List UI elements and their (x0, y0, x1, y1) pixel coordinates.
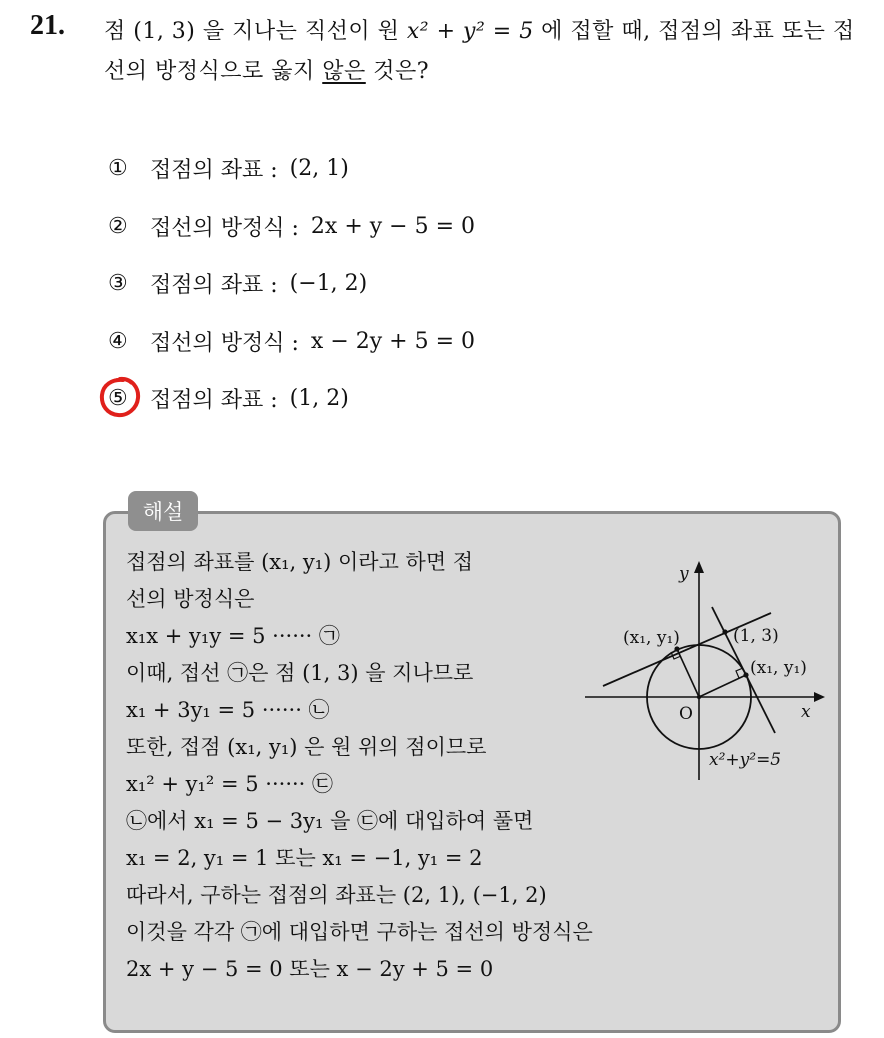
solution-line: x₁² + y₁² = 5 ······ ㉢ (126, 772, 334, 796)
solution-line: x₁ + 3y₁ = 5 ······ ㉡ (126, 698, 330, 722)
choice-label: 접점의 좌표 : (150, 273, 278, 299)
choice-mark: ③ (108, 271, 128, 297)
point-label-right: (x₁, y₁) (750, 658, 807, 678)
question-text-before: 점 (1, 3) 을 지나는 직선이 원 (104, 19, 407, 44)
question-number: 21. (30, 10, 65, 41)
choice-value: x − 2y + 5 = 0 (310, 328, 476, 354)
solution-line: 접점의 좌표를 (x₁, y₁) 이라고 하면 접 (126, 550, 474, 574)
solution-line: 이때, 접선 ㉠은 점 (1, 3) 을 지나므로 (126, 661, 474, 685)
choice-value: (2, 1) (289, 156, 349, 182)
choice-label: 접점의 좌표 : (150, 158, 278, 184)
answer-choices (108, 140, 475, 428)
circle-equation-label: x²+y²=5 (709, 750, 782, 770)
choice-2[interactable] (108, 198, 475, 256)
x-axis-arrow (814, 692, 825, 702)
choice-label: 접선의 방정식 : (150, 215, 299, 241)
tangent-figure (575, 555, 835, 785)
choice-4[interactable] (108, 313, 475, 371)
y-axis-label: y (679, 564, 689, 584)
question-text-after: 에 접할 때, 접점의 좌표 또는 접선의 방정식으로 옳지 (104, 19, 855, 84)
choice-value: (1, 2) (289, 386, 349, 412)
choice-mark: ① (108, 156, 128, 182)
solution-line: 따라서, 구하는 접점의 좌표는 (2, 1), (−1, 2) (126, 883, 547, 907)
choice-label: 접선의 방정식 : (150, 330, 299, 356)
external-point (722, 629, 727, 634)
choice-mark: ④ (108, 328, 128, 354)
answer-circle-icon (98, 375, 142, 419)
x-axis-label: x (801, 702, 811, 722)
question-text (104, 12, 874, 92)
point-label-top: (1, 3) (733, 626, 779, 646)
solution-line: 2x + y − 5 = 0 또는 x − 2y + 5 = 0 (126, 957, 494, 981)
choice-label: 접점의 좌표 : (150, 388, 278, 414)
solution-line: x₁ = 2, y₁ = 1 또는 x₁ = −1, y₁ = 2 (126, 846, 483, 870)
circle-equation: x² + y² = 5 (406, 19, 534, 44)
origin-point (697, 695, 701, 699)
choice-mark: ⑤ (108, 386, 128, 412)
choice-5[interactable] (108, 370, 475, 428)
solution-text (126, 544, 606, 988)
origin-label: O (679, 704, 693, 724)
solution-line: 선의 방정식은 (126, 587, 255, 611)
choice-mark: ② (108, 213, 128, 239)
choice-value: (−1, 2) (289, 271, 368, 297)
solution-line: 이것을 각각 ㉠에 대입하면 구하는 접선의 방정식은 (126, 920, 593, 944)
radius-right (699, 675, 746, 697)
solution-line: ㉡에서 x₁ = 5 − 3y₁ 을 ㉢에 대입하여 풀면 (126, 809, 534, 833)
choice-1[interactable] (108, 140, 475, 198)
solution-tag: 해설 (128, 491, 198, 531)
y-axis-arrow (694, 561, 704, 573)
tangent-point-right (743, 672, 748, 677)
solution-line: x₁x + y₁y = 5 ······ ㉠ (126, 624, 340, 648)
question-text-end: 것은? (365, 59, 430, 84)
choice-value: 2x + y − 5 = 0 (310, 213, 476, 239)
underlined-word: 않은 (322, 59, 366, 84)
point-label-left: (x₁, y₁) (623, 628, 680, 648)
choice-3[interactable] (108, 255, 475, 313)
solution-line: 또한, 접점 (x₁, y₁) 은 원 위의 점이므로 (126, 735, 487, 759)
